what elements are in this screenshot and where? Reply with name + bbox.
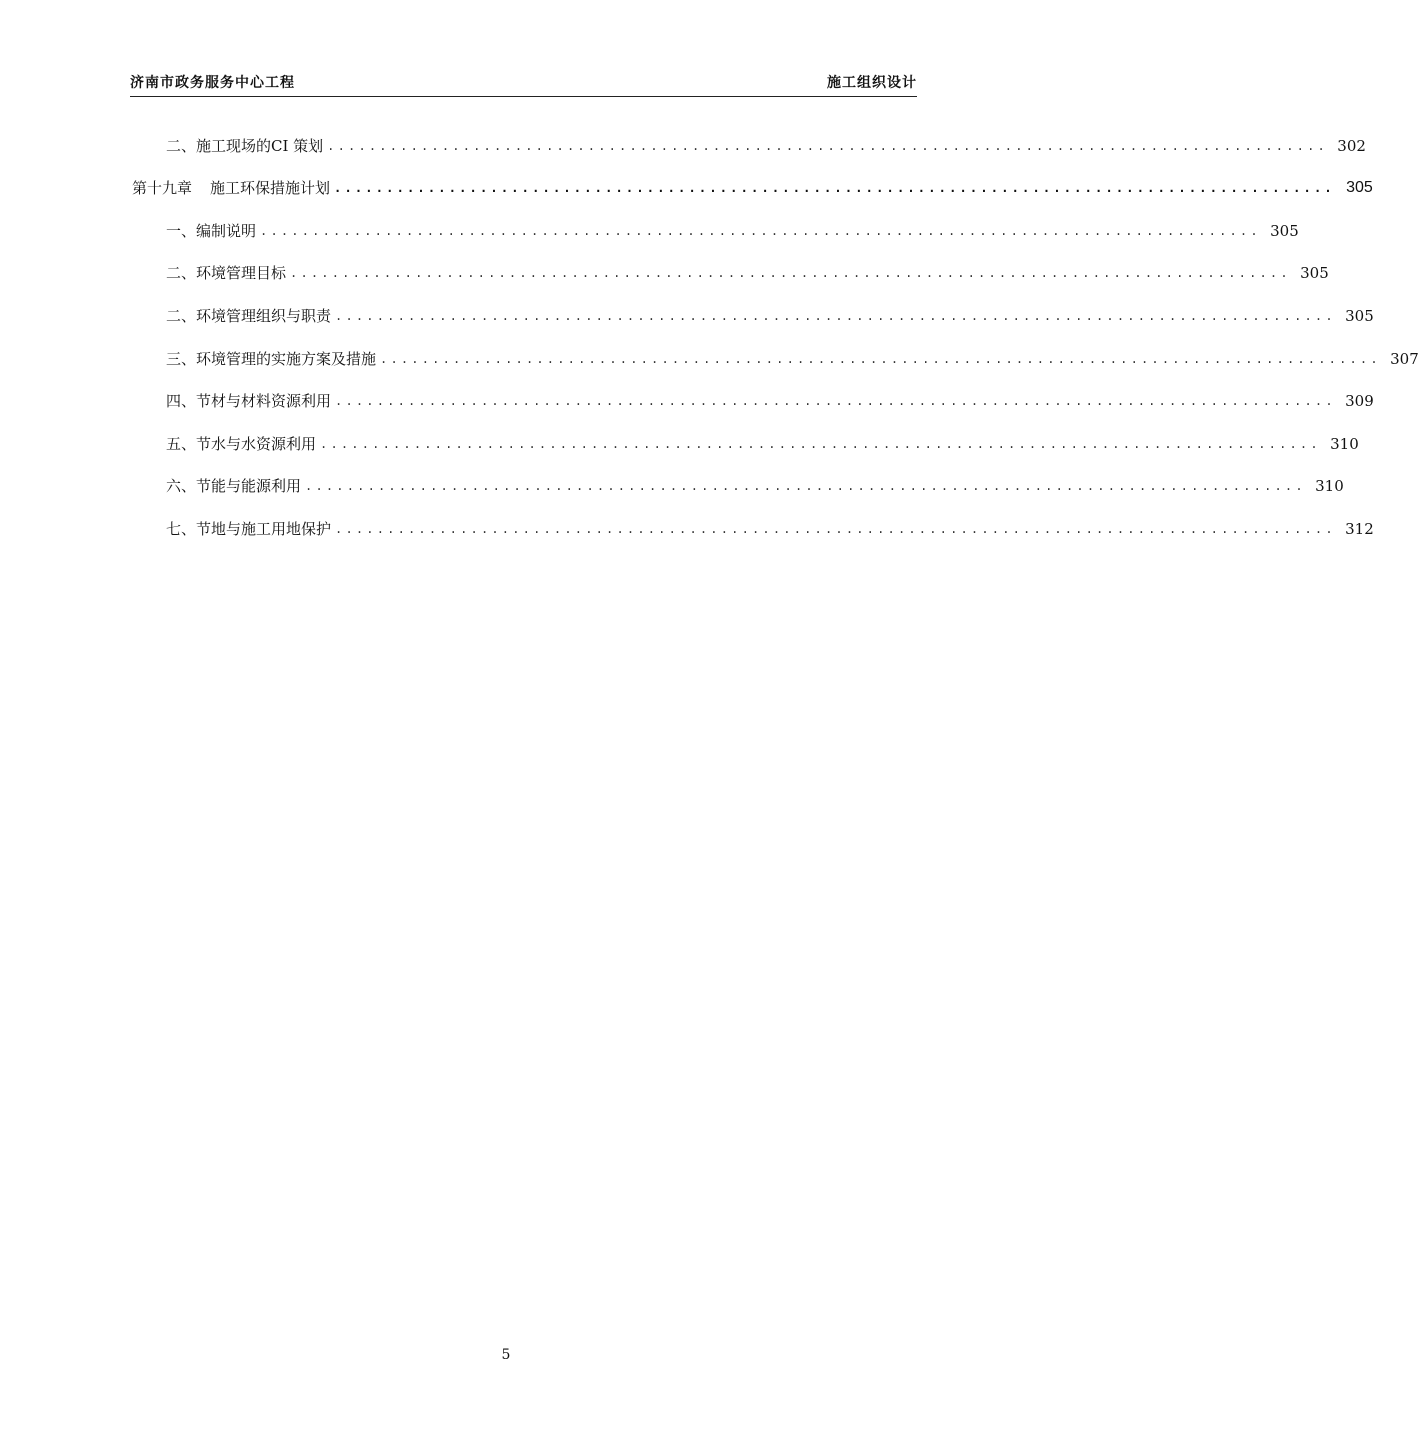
table-of-contents [132,118,1419,544]
dot-leader: ................................................................................................ [335,308,1336,323]
toc-entry-preparation-notes[interactable] [132,203,1299,246]
dot-leader: ................................................................................................ [335,521,1336,536]
dot-leader: ................................................................................................ [380,351,1381,366]
toc-entry-land-protection[interactable] [132,501,1374,544]
toc-entry-label: 五、节水与水资源利用 [166,434,317,453]
toc-entry-label: 四、节材与材料资源利用 [166,392,332,411]
toc-entry-page: 309 [1345,392,1374,411]
toc-entry-page: 305 [1270,221,1299,240]
document-title: 施工组织设计 [827,75,917,91]
toc-entry-ci-planning[interactable] [132,118,1366,161]
toc-entry-page: 302 [1337,136,1366,155]
toc-entry-page: 305 [1300,264,1329,283]
page-header [130,74,917,97]
toc-entry-label: 二、环境管理目标 [166,264,287,283]
toc-entry-label: 七、节地与施工用地保护 [166,519,332,538]
toc-entry-environment-goals[interactable] [132,246,1329,289]
dot-leader: ................................................................................................ [305,479,1306,494]
toc-entry-label: 三、环境管理的实施方案及措施 [166,349,377,368]
toc-entry-implementation-plan[interactable] [132,331,1419,374]
toc-entry-label: 一、编制说明 [166,221,257,240]
dot-leader: ................................................................................................ [320,436,1321,451]
toc-entry-label: 二、施工现场的CI 策划 [166,136,324,155]
chapter-title: 施工环保措施计划 [210,179,331,198]
toc-entry-page: 310 [1330,434,1359,453]
toc-entry-label: 六、节能与能源利用 [166,477,302,496]
toc-entry-page: 307 [1390,349,1419,368]
toc-chapter-19[interactable] [132,161,1373,204]
toc-entry-energy-saving[interactable] [132,459,1344,502]
toc-entry-water-saving[interactable] [132,416,1359,459]
toc-entry-page: 310 [1315,477,1344,496]
dot-leader: ................................................................................................ [327,138,1328,153]
toc-entry-material-saving[interactable] [132,374,1374,417]
toc-entry-environment-organization[interactable] [132,288,1374,331]
dot-leader: ................................................................................................ [290,266,1291,281]
dot-leader: ................................................................................................ [260,223,1261,238]
toc-entry-page: 305 [1345,306,1374,325]
dot-leader: ................................................................................................ [335,394,1336,409]
project-title: 济南市政务服务中心工程 [130,75,295,91]
toc-chapter-page: 305 [1346,179,1373,197]
chapter-number: 第十九章 [132,179,193,198]
toc-entry-page: 312 [1345,519,1374,538]
toc-entry-label: 二、环境管理组织与职责 [166,306,332,325]
toc-chapter-label [132,173,330,203]
page-number: 5 [501,1347,511,1363]
dot-leader: ................................................................................................ [334,181,1335,196]
